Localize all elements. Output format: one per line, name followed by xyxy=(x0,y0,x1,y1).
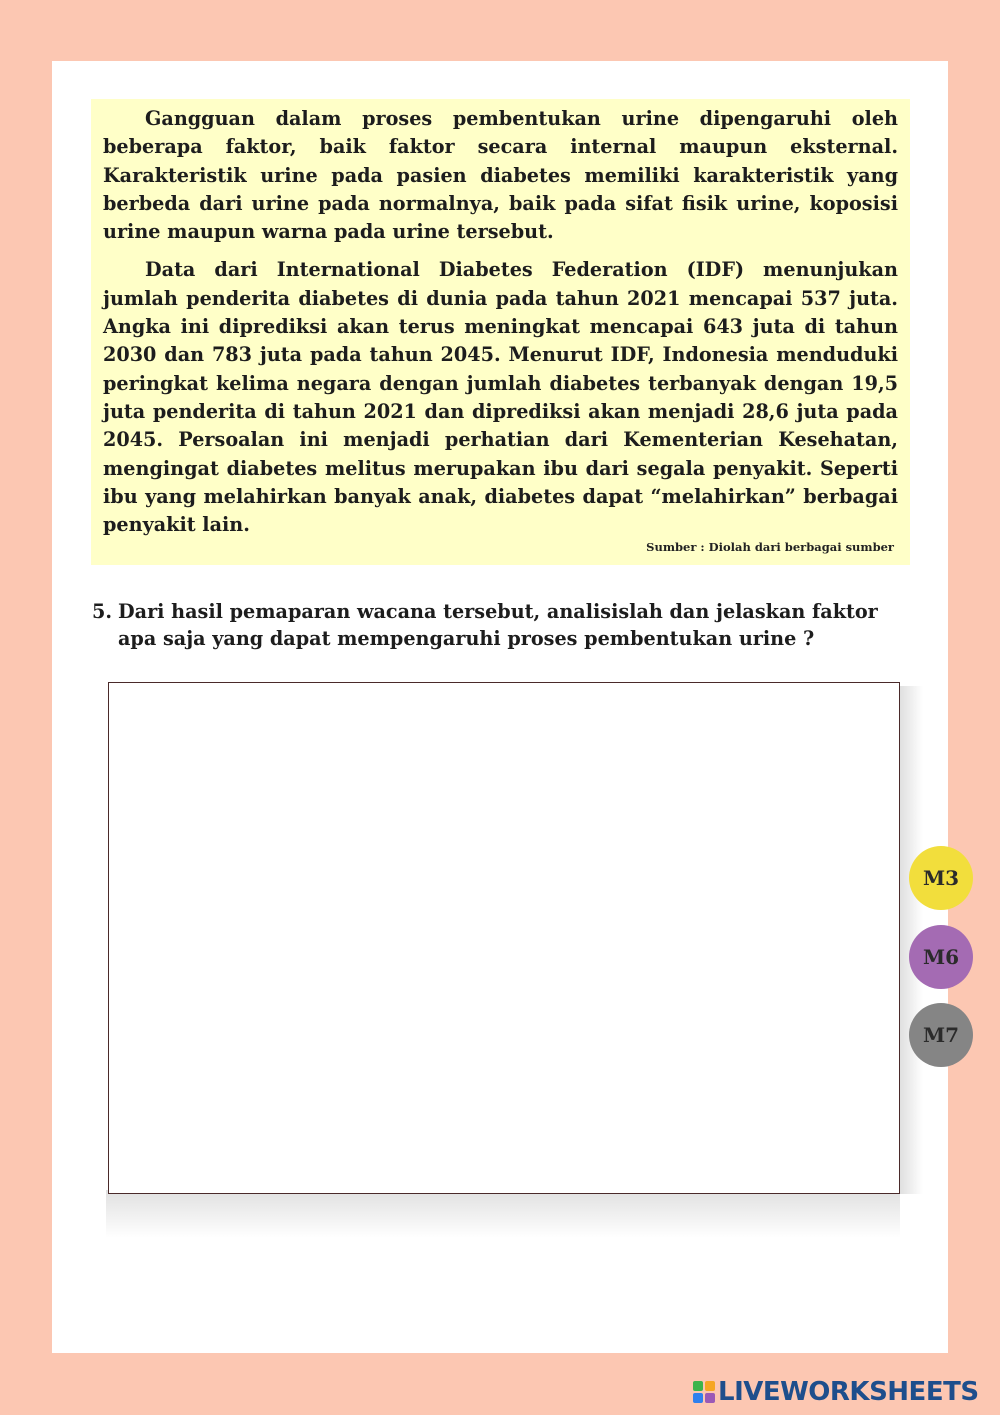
reading-passage xyxy=(91,99,910,565)
passage-paragraph-1: Gangguan dalam proses pembentukan urine dipengaruhi oleh beberapa faktor, baik faktor secara internal maupun eksternal. Karakteristik urine pada pasien diabetes memiliki karakteristik yang berbeda dari urine pada normalnya, baik pada sifat fisik urine, koposisi urine maupun warna pada urine tersebut. xyxy=(103,107,898,244)
badge-m3[interactable] xyxy=(909,846,973,910)
badge-m6[interactable] xyxy=(909,925,973,989)
passage-source: Sumber : Diolah dari berbagai sumber xyxy=(646,540,894,554)
liveworksheets-logo-icon xyxy=(693,1381,715,1403)
brand-name: LIVEWORKSHEETS xyxy=(718,1377,979,1407)
liveworksheets-brand[interactable] xyxy=(693,1377,979,1407)
answer-box[interactable] xyxy=(108,682,900,1194)
question-5 xyxy=(92,598,906,652)
badge-m7-label: M7 xyxy=(922,1023,960,1047)
badge-m6-label: M6 xyxy=(922,945,960,969)
passage-paragraph-2: Data dari International Diabetes Federation (IDF) menunjukan jumlah penderita diabetes di dunia pada tahun 2021 mencapai 537 juta. Angka ini diprediksi akan terus meningkat mencapai 643 juta di tahun 2030 dan 783 juta pada tahun 2045. Menurut IDF, Indonesia menduduki peringkat kelima negara dengan jumlah diabetes terbanyak dengan 19,5 juta penderita di tahun 2021 dan diprediksi akan menjadi 28,6 juta pada 2045. Persoalan ini menjadi perhatian dari Kementerian Kesehatan, mengingat diabetes melitus merupakan ibu dari segala penyakit. Seperti ibu yang melahirkan banyak anak, diabetes dapat “melahirkan” berbagai penyakit lain. xyxy=(103,258,898,537)
badge-m3-label: M3 xyxy=(922,866,960,890)
answer-box-shadow xyxy=(106,1190,900,1238)
question-number: 5. xyxy=(92,600,113,623)
answer-input[interactable] xyxy=(109,683,899,1193)
badge-m7[interactable] xyxy=(909,1003,973,1067)
question-text: Dari hasil pemaparan wacana tersebut, analisislah dan jelaskan faktor apa saja yang dapat mempengaruhi proses pembentukan urine ? xyxy=(118,600,878,650)
